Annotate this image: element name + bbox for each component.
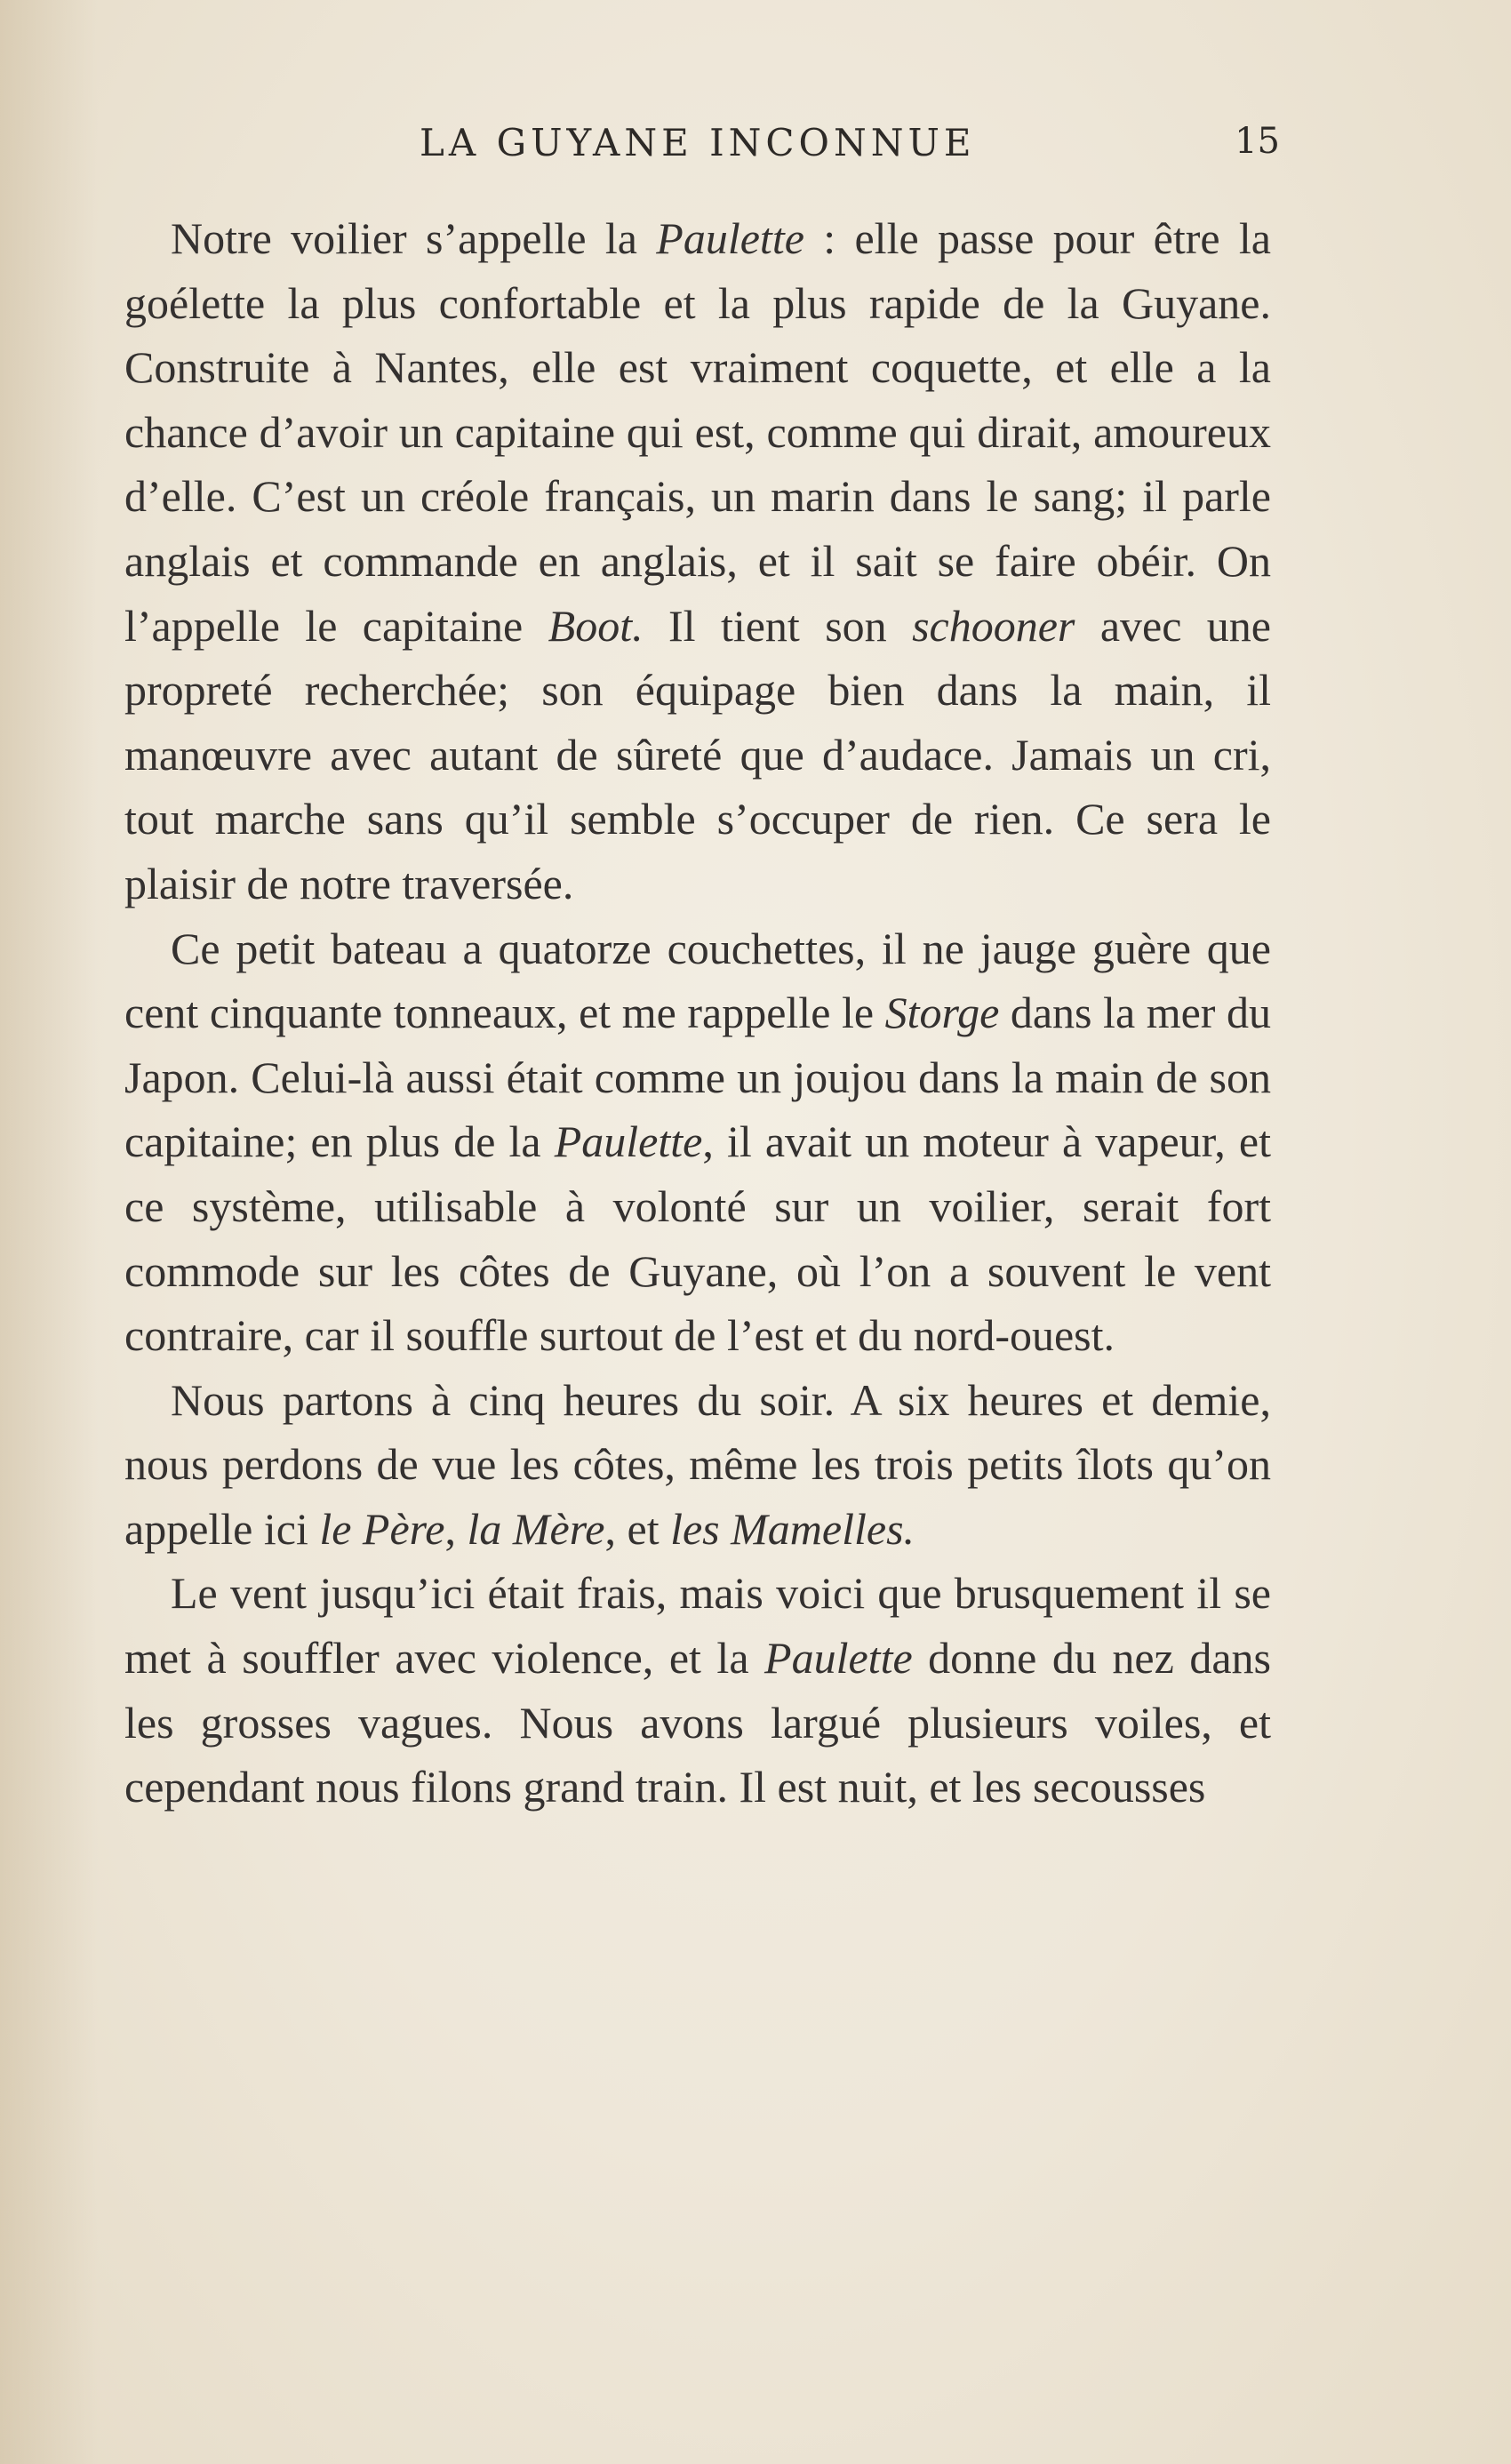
text-run: Ce petit bateau a quatorze couchettes, il ne jauge guère que cent cinquante tonneaux, et me rappelle le <box>124 923 1271 1038</box>
text-run: : elle passe pour être la goélette la plus confortable et la plus rapide de la Guyane. Construite à Nantes, elle est vraiment coquette, et elle a la chance d’avoir un capitaine qui est, comme qui dirait, amoureux d’elle. C’est un créole français, un marin dans le sang; il parle anglais et commande en anglais, et il sait se faire obéir. On l’appelle le capitaine <box>124 213 1271 651</box>
italic-text: Paulette <box>764 1633 913 1684</box>
paragraph-2 <box>124 916 1271 1368</box>
paragraph-1 <box>124 206 1271 916</box>
text-run: Nous partons à cinq heures du soir. A six heures et demie, nous perdons de vue les côtes, même les trois petits îlots qu’on appelle ici <box>124 1374 1271 1554</box>
italic-text: schooner <box>912 600 1075 651</box>
page-number: 15 <box>1235 121 1280 162</box>
text-run: , il avait un moteur à vapeur, et ce système, utilisable à volonté sur un voilier, serait fort commode sur les côtes de Guyane, où l’on a souvent le vent contraire, car il souffle surtout de l’est et du nord-ouest. <box>124 1116 1271 1361</box>
body-text <box>124 206 1271 1820</box>
italic-text: la Mère <box>467 1503 605 1554</box>
paragraph-3 <box>124 1368 1271 1562</box>
text-run: Il tient son <box>643 600 913 651</box>
italic-text: les Mamelles. <box>670 1503 915 1554</box>
text-run: Notre voilier s’appelle la <box>171 213 657 263</box>
text-run: donne du nez dans les grosses vagues. Nous avons largué plusieurs voiles, et cependant nous filons grand train. Il est nuit, et les secousses <box>124 1633 1271 1812</box>
running-title: LA GUYANE INCONNUE <box>420 121 976 164</box>
text-run: dans la mer du Japon. Celui-là aussi était comme un joujou dans la main de son capitaine; en plus de la <box>124 988 1271 1167</box>
paragraph-4 <box>124 1561 1271 1819</box>
text-run: , et <box>604 1503 671 1554</box>
text-run: Le vent jusqu’ici était frais, mais voici que brusquement il se met à souffler avec violence, et la <box>124 1568 1271 1684</box>
italic-text: Paulette <box>554 1116 703 1167</box>
italic-text: Boot. <box>548 600 644 651</box>
italic-text: Paulette <box>656 213 804 263</box>
italic-text: le Père <box>319 1503 445 1554</box>
running-head <box>124 114 1280 176</box>
page-shadow <box>0 0 98 2464</box>
italic-text: Storge <box>884 988 1000 1038</box>
text-run: , <box>444 1503 468 1554</box>
text-run: avec une propreté recherchée; son équipage bien dans la main, il manœuvre avec autant de sûreté que d’audace. Jamais un cri, tout marche sans qu’il semble s’occuper de rien. Ce sera le plaisir de notre traversée. <box>124 600 1271 908</box>
